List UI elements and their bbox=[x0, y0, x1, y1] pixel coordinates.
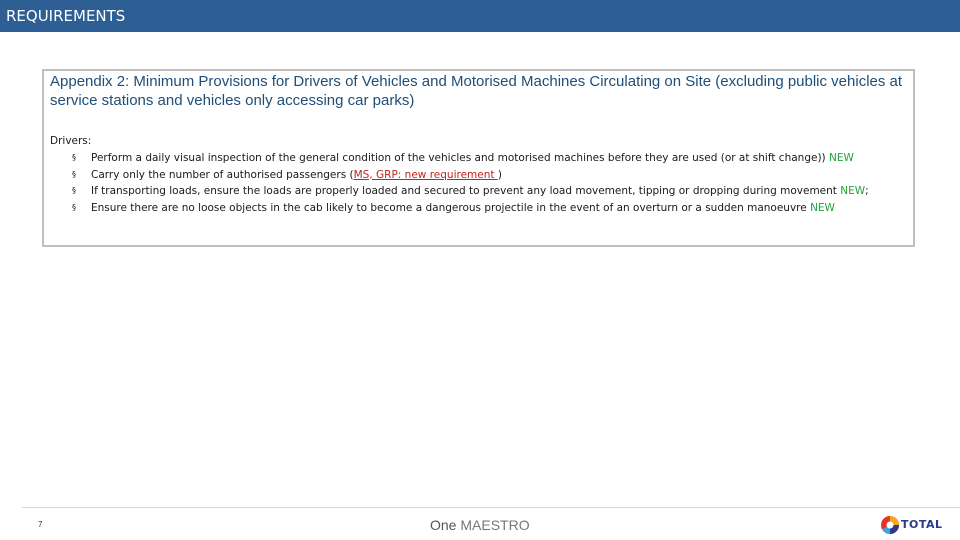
total-logo-icon bbox=[879, 514, 901, 536]
bullet-icon: § bbox=[72, 203, 76, 213]
new-tag: NEW bbox=[810, 202, 835, 215]
list-item-text: Carry only the number of authorised passengers ( bbox=[91, 168, 354, 181]
footer-divider bbox=[22, 507, 960, 508]
bullet-icon: § bbox=[72, 152, 76, 162]
list-item-text: Ensure there are no loose objects in the cab likely to become a dangerous projectile in the event of an overturn or a sudden manoeuvre bbox=[91, 202, 811, 215]
list-item bbox=[50, 150, 881, 167]
list-item-text-end: ) bbox=[497, 168, 502, 181]
page-title: REQUIREMENTS bbox=[6, 7, 126, 25]
requirement-tag: MS, GRP: new requirement bbox=[353, 168, 498, 181]
list-item-text: If transporting loads, ensure the loads are properly loaded and secured to prevent any load movement, tipping or dropping during movement bbox=[91, 185, 841, 198]
brand-one: One bbox=[430, 517, 461, 533]
list-item bbox=[50, 167, 881, 184]
new-tag: NEW bbox=[840, 185, 866, 198]
list-item-text: Perform a daily visual inspection of the general condition of the vehicles and motorised machines before they are used (or at shift change)) bbox=[91, 151, 829, 164]
header-bar bbox=[0, 0, 960, 32]
list-item bbox=[50, 183, 881, 200]
list-item-text-end: ; bbox=[865, 185, 869, 198]
drivers-section bbox=[50, 133, 910, 217]
brand-maestro: MAESTRO bbox=[460, 517, 530, 533]
new-tag: NEW bbox=[828, 151, 854, 164]
appendix-title: Appendix 2: Minimum Provisions for Drivers of Vehicles and Motorised Machines Circulating on Site (excluding public vehicles at service stations and vehicles only accessing car parks) bbox=[50, 73, 903, 109]
bullet-icon: § bbox=[72, 186, 76, 196]
logo-text: TOTAL bbox=[901, 518, 943, 531]
list-item bbox=[50, 200, 881, 217]
bullet-icon: § bbox=[72, 169, 76, 179]
footer-brand bbox=[430, 517, 530, 533]
drivers-label: Drivers: bbox=[50, 135, 92, 147]
page-number: 7 bbox=[38, 520, 43, 529]
requirements-list bbox=[50, 150, 910, 217]
